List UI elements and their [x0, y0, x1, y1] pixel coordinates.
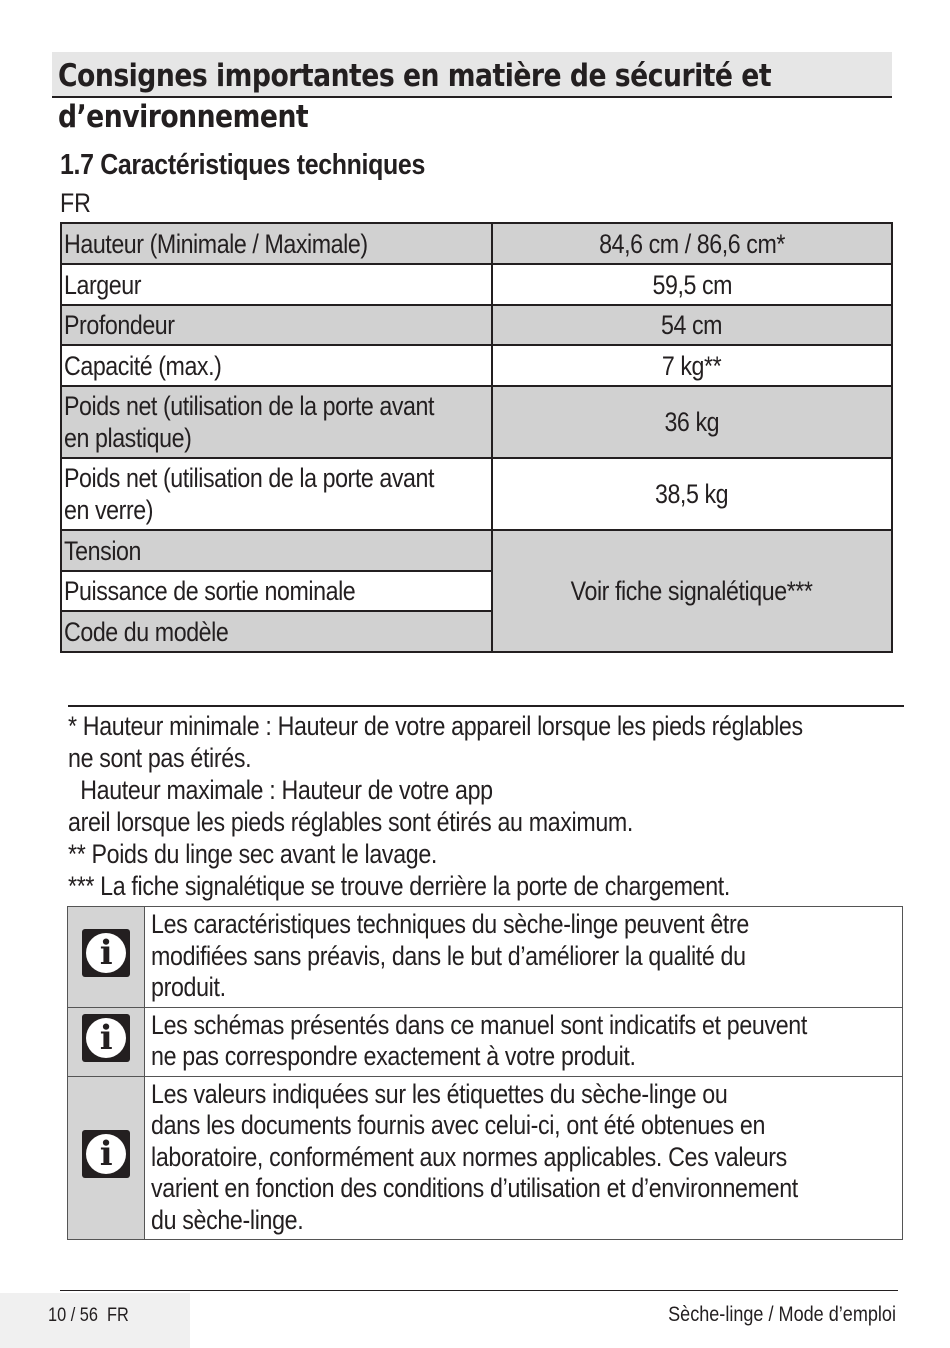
spec-value: 7 kg** [492, 345, 892, 386]
language-label: FR [60, 188, 91, 218]
footnote-line: areil lorsque les pieds réglables sont étirés au maximum. [68, 807, 634, 837]
spec-label: Code du modèle [61, 611, 492, 652]
table-row [61, 264, 892, 305]
spec-label: Puissance de sortie nominale [61, 571, 492, 611]
spec-label: Largeur [61, 264, 492, 305]
spec-value: 59,5 cm [492, 264, 892, 305]
spec-value: 84,6 cm / 86,6 cm* [492, 223, 892, 264]
info-icon: i [82, 1130, 130, 1178]
info-icon-cell [68, 907, 145, 1008]
spec-merged-value: Voir fiche signalétique*** [492, 530, 892, 652]
info-icon: i [82, 929, 130, 977]
table-row [61, 345, 892, 386]
spec-value: 38,5 kg [492, 458, 892, 530]
notes-divider [68, 705, 904, 707]
footnote-line: Hauteur maximale : Hauteur de votre app [68, 775, 493, 805]
page-title-line2: d’environnement [58, 99, 309, 135]
footnotes [68, 710, 894, 902]
spec-label: Profondeur [61, 305, 492, 345]
table-row [61, 458, 892, 530]
table-row [61, 305, 892, 345]
document-title: Sèche-linge / Mode d’emploi [668, 1303, 896, 1326]
info-icon-cell [68, 1007, 145, 1076]
footnote-line: * Hauteur minimale : Hauteur de votre appareil lorsque les pieds réglables [68, 711, 803, 741]
info-text: Les schémas présentés dans ce manuel sont indicatifs et peuvent ne pas correspondre exactement à votre produit. [145, 1007, 903, 1076]
footnote-line: *** La fiche signalétique se trouve derrière la porte de chargement. [68, 871, 731, 901]
section-title: 1.7 Caractéristiques techniques [60, 149, 425, 181]
info-icon-cell [68, 1076, 145, 1240]
specifications-table [60, 222, 893, 653]
page-number: 10 / 56 FR [48, 1305, 129, 1326]
info-row [68, 1076, 903, 1240]
spec-label: Tension [61, 530, 492, 571]
page-title [58, 56, 772, 138]
spec-label: Poids net (utilisation de la porte avant en plastique) [61, 386, 492, 458]
page-title-line1: Consignes importantes en matière de sécurité et [58, 58, 772, 94]
info-row [68, 1007, 903, 1076]
info-text: Les valeurs indiquées sur les étiquettes du sèche-linge ou dans les documents fournis avec celui-ci, ont été obtenues en laboratoire, conformément aux normes applicables. Ces valeurs varient en fonction des conditions d’utilisation et d’environnement du sèche-linge. [145, 1076, 903, 1240]
spec-label: Hauteur (Minimale / Maximale) [61, 223, 492, 264]
spec-label: Capacité (max.) [61, 345, 492, 386]
spec-value: 54 cm [492, 305, 892, 345]
table-row [61, 386, 892, 458]
info-notes-table [67, 906, 903, 1240]
spec-value: 36 kg [492, 386, 892, 458]
footnote-line: ne sont pas étirés. [68, 743, 252, 773]
footnote-line: ** Poids du linge sec avant le lavage. [68, 839, 438, 869]
info-text: Les caractéristiques techniques du sèche-linge peuvent être modifiées sans préavis, dans le but d’améliorer la qualité du produit. [145, 907, 903, 1008]
spec-label: Poids net (utilisation de la porte avant en verre) [61, 458, 492, 530]
info-icon: i [82, 1014, 130, 1062]
table-row [61, 530, 892, 571]
table-row [61, 223, 892, 264]
footer-divider [60, 1290, 898, 1291]
info-row [68, 907, 903, 1008]
